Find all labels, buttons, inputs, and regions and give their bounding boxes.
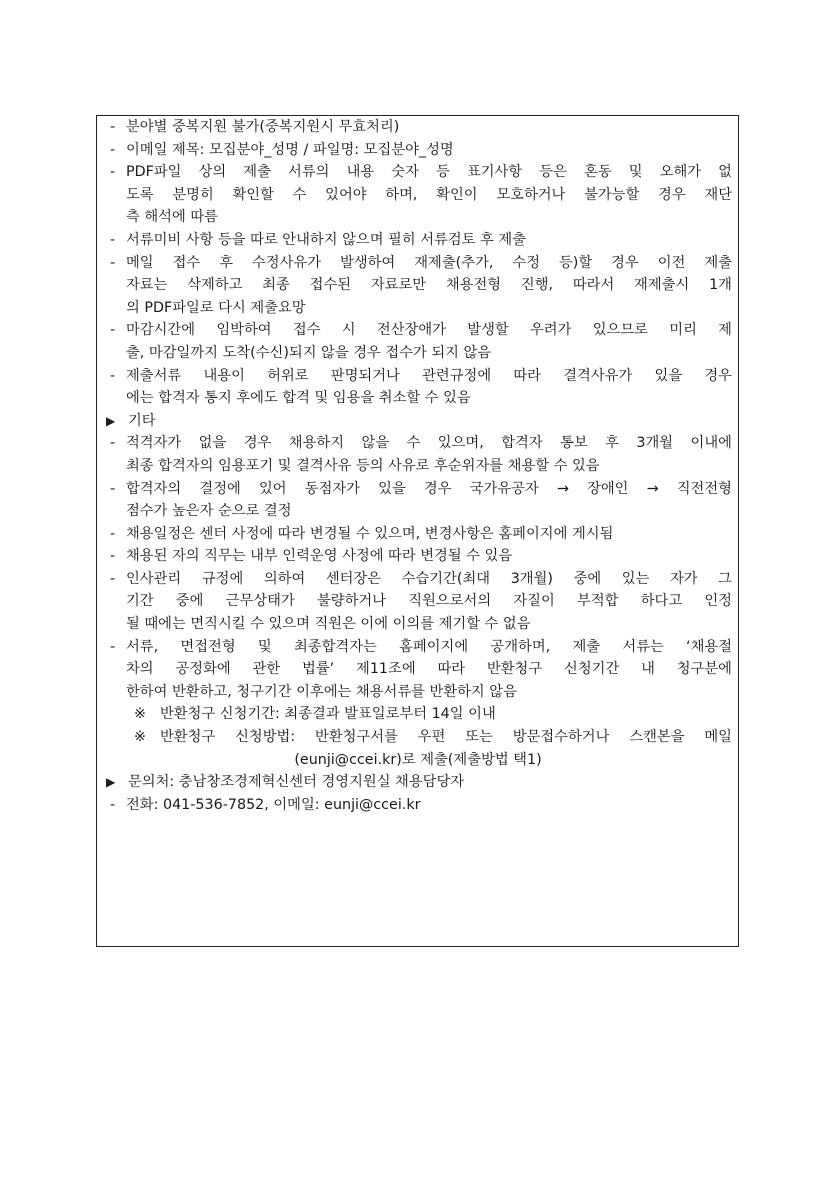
text-line	[104, 184, 732, 207]
recruitment-notice-content	[104, 116, 732, 816]
text-line-content: 측 해석에 따름	[126, 209, 218, 226]
text-line-content: 메일 접수 후 수정사유가 발생하여 재제출(추가, 수정 등)할 경우 이전 제출	[126, 254, 732, 271]
text-line	[104, 478, 732, 501]
bullet-item	[104, 252, 732, 320]
bullet-item	[104, 636, 732, 704]
text-line	[104, 161, 732, 184]
dash-bullet-icon: -	[110, 480, 116, 497]
text-line-content: 반환청구 신청기간: 최종결과 발표일로부터 14일 이내	[160, 706, 496, 723]
dash-bullet-icon: -	[110, 367, 116, 384]
text-line-content: 도록 분명히 확인할 수 있어야 하며, 확인이 모호하거나 불가능할 경우 재단	[126, 186, 732, 203]
dash-bullet-icon: -	[110, 164, 116, 181]
text-line	[104, 681, 732, 704]
text-line	[104, 545, 732, 568]
text-line-content: 채용일정은 센터 사정에 따라 변경될 수 있으며, 변경사항은 홈페이지에 게시됨	[126, 525, 614, 542]
text-line	[104, 703, 732, 726]
text-line-content: 인사관리 규정에 의하여 센터장은 수습기간(최대 3개월) 중에 있는 자가 그	[126, 570, 732, 587]
text-line-content: 에는 합격자 통지 후에도 합격 및 임용을 취소할 수 있음	[126, 390, 471, 407]
reference-mark-icon: ※	[134, 706, 146, 723]
note-item	[104, 703, 732, 726]
dash-bullet-icon: -	[110, 141, 116, 158]
text-line-content: 서류미비 사항 등을 따로 안내하지 않으며 필히 서류검토 후 제출	[126, 231, 526, 248]
text-line-content: 반환청구 신청방법: 반환청구서를 우편 또는 방문접수하거나 스캔본을 메일	[160, 729, 732, 746]
text-line	[104, 116, 732, 139]
bullet-item	[104, 432, 732, 477]
bullet-item	[104, 229, 732, 252]
triangle-bullet-icon: ▶	[106, 413, 116, 428]
dash-bullet-icon: -	[110, 638, 116, 655]
bullet-item	[104, 545, 732, 568]
text-line-content: 적격자가 없을 경우 채용하지 않을 수 있으며, 합격자 통보 후 3개월 이내에	[126, 435, 732, 452]
text-line	[104, 139, 732, 162]
text-line	[104, 726, 732, 749]
dash-bullet-icon: -	[110, 548, 116, 565]
text-line-content: 전화: 041-536-7852, 이메일: eunji@ccei.kr	[126, 796, 421, 813]
text-line	[104, 274, 732, 297]
bullet-item	[104, 568, 732, 636]
bullet-item	[104, 319, 732, 364]
text-line	[104, 590, 732, 613]
text-line	[104, 523, 732, 546]
text-line-content: 문의처: 충남창조경제혁신센터 경영지원실 채용담당자	[128, 774, 465, 791]
triangle-bullet-icon: ▶	[106, 775, 116, 790]
text-line	[104, 297, 732, 320]
text-line	[104, 771, 732, 794]
text-line	[104, 387, 732, 410]
text-line	[104, 229, 732, 252]
bullet-item	[104, 478, 732, 523]
dash-bullet-icon: -	[110, 231, 116, 248]
text-line	[104, 432, 732, 455]
text-line-content: 될 때에는 면직시킬 수 있으며 직원은 이에 이의를 제기할 수 없음	[126, 616, 531, 633]
text-line	[104, 319, 732, 342]
text-line	[104, 794, 732, 817]
text-line-content: 채용된 자의 직무는 내부 인력운영 사정에 따라 변경될 수 있음	[126, 548, 513, 565]
text-line	[104, 455, 732, 478]
text-line	[104, 500, 732, 523]
dash-bullet-icon: -	[110, 796, 116, 813]
text-line-content: 기타	[128, 412, 156, 429]
bullet-item	[104, 116, 732, 139]
bullet-item	[104, 794, 732, 817]
bullet-item	[104, 523, 732, 546]
dash-bullet-icon: -	[110, 322, 116, 339]
text-line-content: 분야별 중복지원 불가(중복지원시 무효처리)	[126, 119, 400, 135]
text-line	[104, 342, 732, 365]
dash-bullet-icon: -	[110, 254, 116, 271]
text-line-content: 점수가 높은자 순으로 결정	[126, 503, 292, 520]
note-item	[104, 726, 732, 771]
text-line-content: 기간 중에 근무상태가 불량하거나 직원으로서의 자질이 부적합 하다고 인정	[126, 593, 732, 610]
text-line	[104, 658, 732, 681]
reference-mark-icon: ※	[134, 729, 146, 746]
section-heading	[104, 410, 732, 433]
text-line-content: 의 PDF파일로 다시 제출요망	[126, 299, 306, 316]
text-line	[104, 252, 732, 275]
text-line-content: 차의 공정화에 관한 법률’ 제11조에 따라 반환청구 신청기간 내 청구분에	[126, 661, 732, 678]
text-line-content: (eunji@ccei.kr)로 제출(제출방법 택1)	[294, 751, 542, 768]
text-line	[104, 749, 732, 772]
bullet-item	[104, 139, 732, 162]
bullet-item	[104, 161, 732, 229]
text-line-content: 한하여 반환하고, 청구기간 이후에는 채용서류를 반환하지 않음	[126, 683, 517, 700]
text-line	[104, 365, 732, 388]
text-line-content: 서류, 면접전형 및 최종합격자는 홈페이지에 공개하며, 제출 서류는 ‘채용절	[126, 638, 732, 655]
dash-bullet-icon: -	[110, 570, 116, 587]
text-line	[104, 206, 732, 229]
bullet-item	[104, 365, 732, 410]
section-heading	[104, 771, 732, 794]
text-line	[104, 410, 732, 433]
text-line-content: PDF파일 상의 제출 서류의 내용 숫자 등 표기사항 등은 혼동 및 오해가 없	[126, 164, 732, 181]
dash-bullet-icon: -	[110, 435, 116, 452]
text-line	[104, 568, 732, 591]
text-line-content: 최종 합격자의 임용포기 및 결격사유 등의 사유로 후순위자를 채용할 수 있음	[126, 457, 600, 474]
dash-bullet-icon: -	[110, 525, 116, 542]
text-line	[104, 636, 732, 659]
text-line-content: 마감시간에 임박하여 접수 시 전산장애가 발생할 우려가 있으므로 미리 제	[126, 322, 732, 339]
text-line-content: 출, 마감일까지 도착(수신)되지 않을 경우 접수가 되지 않음	[126, 344, 492, 361]
text-line-content: 자료는 삭제하고 최종 접수된 자료로만 채용전형 진행, 따라서 재제출시 1개	[126, 277, 732, 294]
dash-bullet-icon: -	[110, 119, 116, 135]
text-line-content: 제출서류 내용이 허위로 판명되거나 관련규정에 따라 결격사유가 있을 경우	[126, 367, 732, 384]
text-line-content: 이메일 제목: 모집분야_성명 / 파일명: 모집분야_성명	[126, 141, 454, 158]
text-line	[104, 613, 732, 636]
text-line-content: 합격자의 결정에 있어 동점자가 있을 경우 국가유공자 → 장애인 → 직전전형	[126, 480, 732, 497]
